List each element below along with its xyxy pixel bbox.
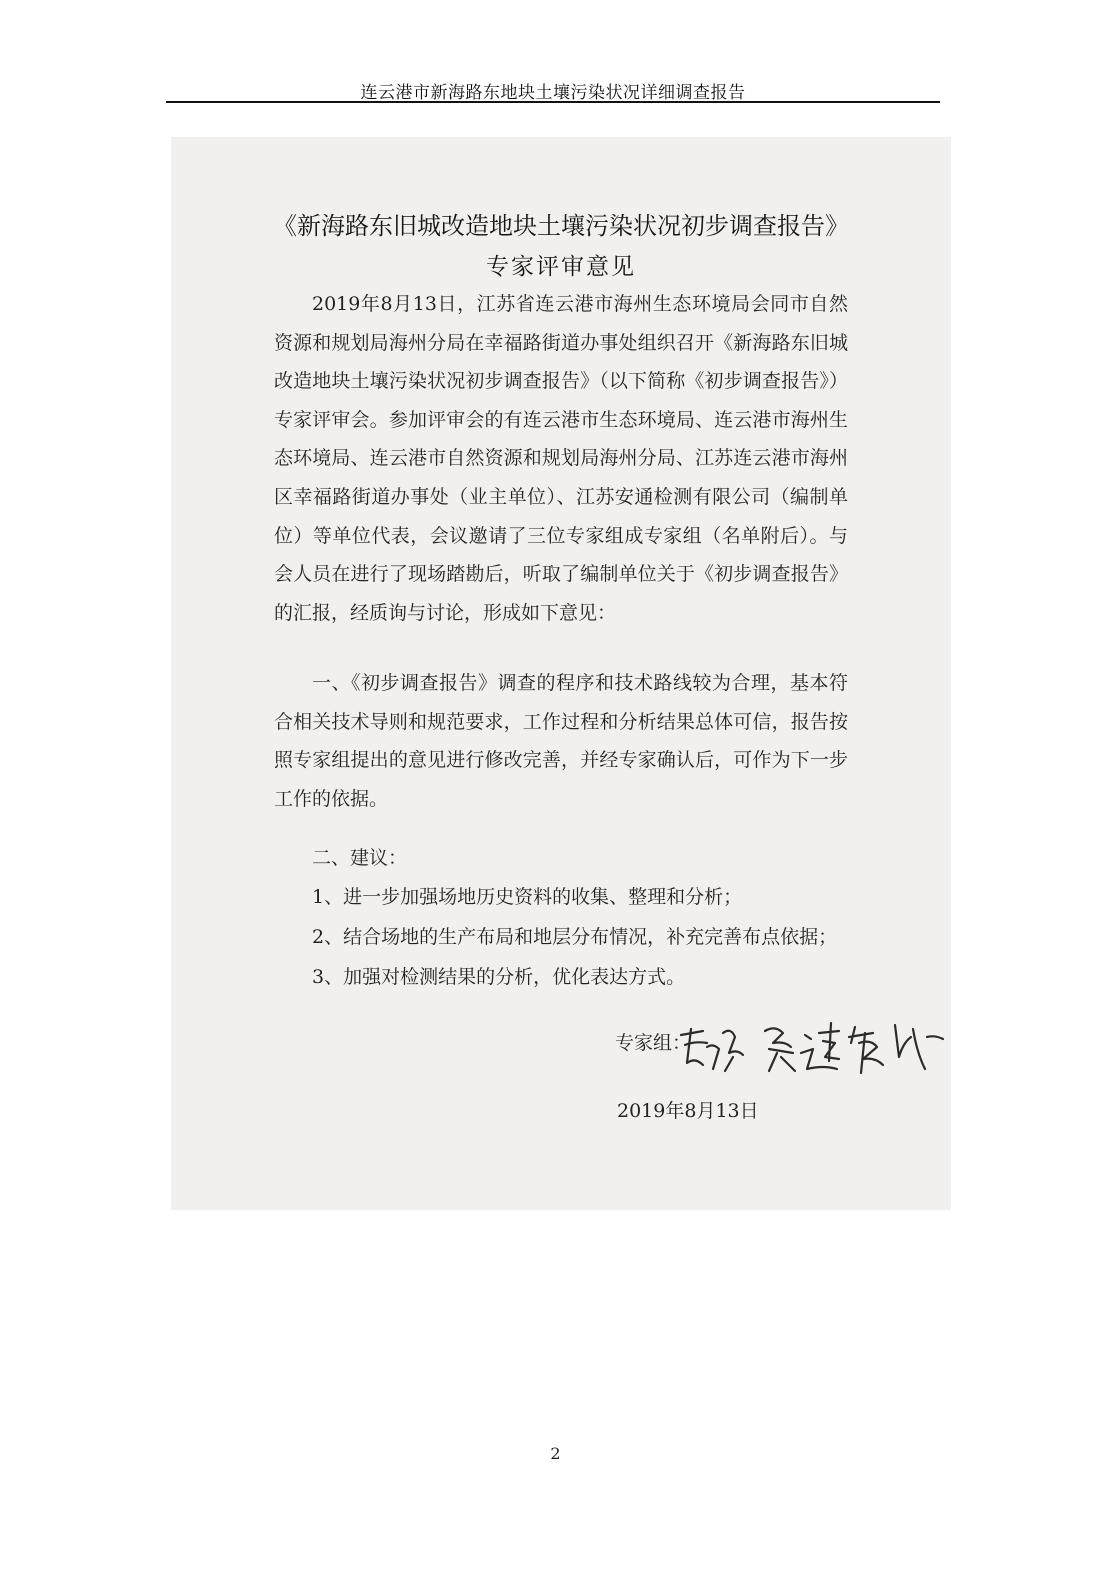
page-number: 2 — [550, 1444, 561, 1463]
suggestion-item: 2、结合场地的生产布局和地层分布情况，补充完善布点依据； — [312, 926, 838, 948]
signature-date: 2019年8月13日 — [617, 1100, 759, 1122]
scanned-document — [171, 137, 951, 1210]
handwritten-signature — [673, 1013, 953, 1083]
document-title: 《新海路东旧城改造地块土壤污染状况初步调查报告》 — [273, 212, 849, 240]
opinion-paragraph-1: 一、《初步调查报告》调查的程序和技术路线较为合理，基本符合相关技术导则和规范要求，工作过程和分析结果总体可信，报告按照专家组提出的意见进行修改完善，并经专家确认后，可作为下一步工作的依据。 — [274, 672, 848, 810]
expert-group-label: 专家组： — [615, 1032, 692, 1054]
running-header: 连云港市新海路东地块土壤污染状况详细调查报告 — [360, 83, 746, 103]
suggestion-item: 3、加强对检测结果的分析，优化表达方式。 — [312, 966, 686, 988]
intro-paragraph: 2019年8月13日，江苏省连云港市海州生态环境局会同市自然资源和规划局海州分局在幸福路街道办事处组织召开《新海路东旧城改造地块土壤污染状况初步调查报告》（以下简称《初步调查报告》）专家评审会。参加评审会的有连云港市生态环境局、连云港市海州生态环境局、连云港市自然资源和规划局海州分局、江苏连云港市海州区幸福路街道办事处（业主单位）、江苏安通检测有限公司（编制单位）等单位代表，会议邀请了三位专家组成专家组（名单附后）。与会人员在进行了现场踏勘后，听取了编制单位关于《初步调查报告》的汇报，经质询与讨论，形成如下意见： — [274, 293, 848, 624]
document-subtitle: 专家评审意见 — [486, 254, 636, 280]
header-rule — [166, 101, 940, 103]
suggestion-item: 1、进一步加强场地历史资料的收集、整理和分析； — [312, 886, 743, 908]
opinion-heading-2: 二、建议： — [312, 847, 408, 869]
